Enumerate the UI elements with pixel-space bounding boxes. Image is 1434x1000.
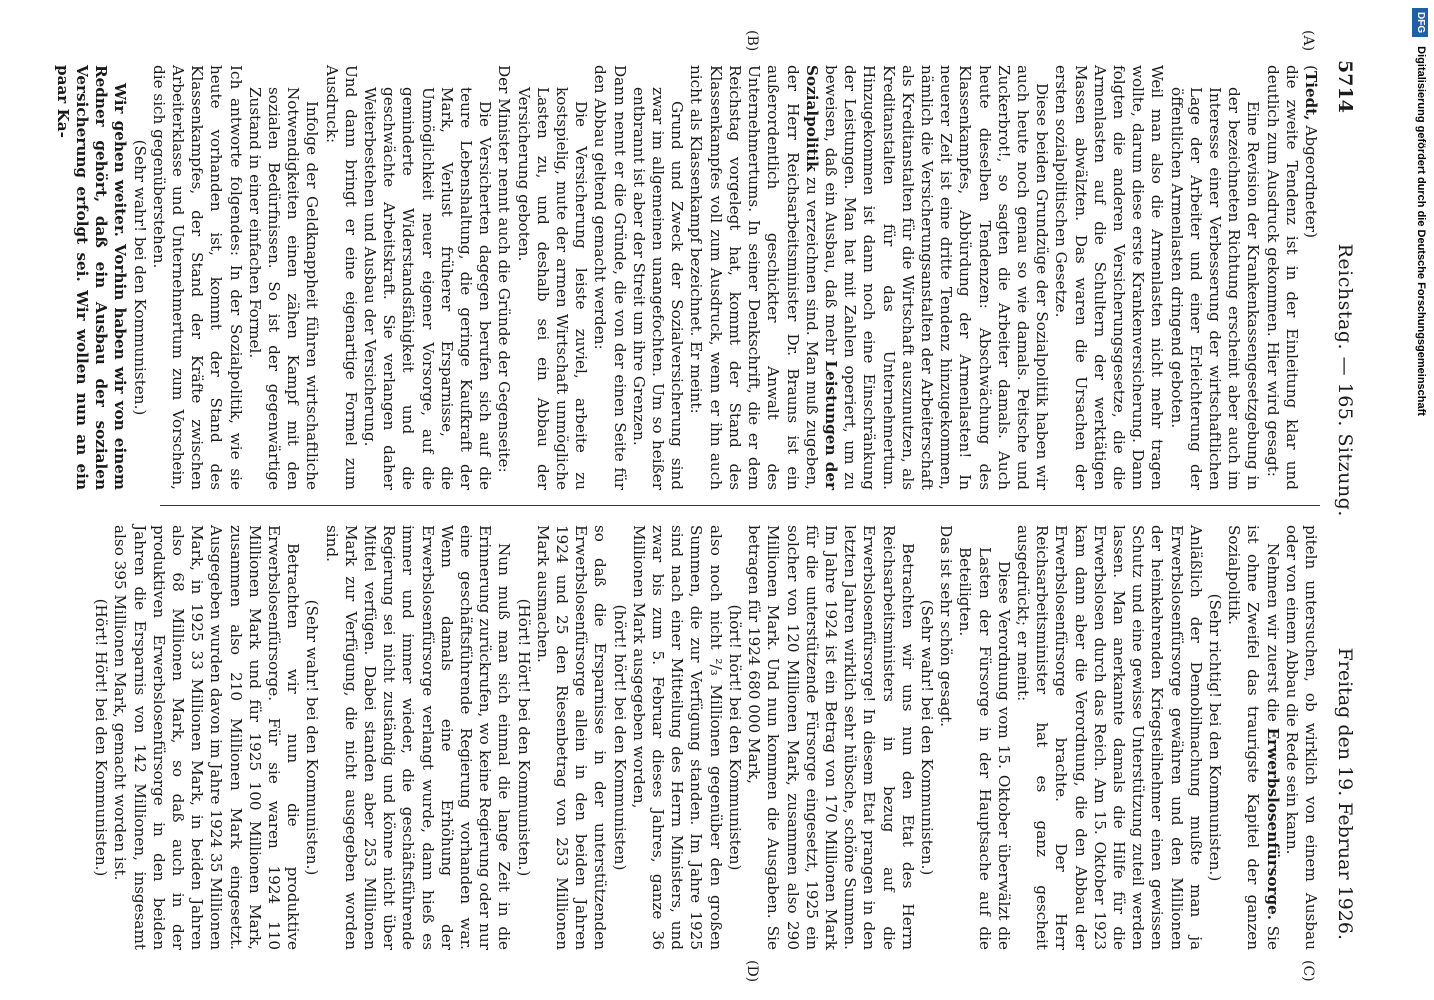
paragraph: Weil man also die Armenlasten nicht mehr tragen wollte, darum diese erste Krankenversicherung. Dann folgten die anderen Versicherungsgesetze, die die Armenlasten auf die Schultern der werktätigen Massen abwälzten. Das waren die Ursachen der ersten sozialpolitischen Gesetze. bbox=[1052, 65, 1167, 490]
paragraph: piteln untersuchen, ob wirklich von einem Ausbau oder von einem Abbau die Rede sein kann. bbox=[1282, 525, 1320, 950]
running-title: Reichstag. — 165. Sitzung. bbox=[1334, 243, 1356, 517]
interjection: (hört! hört! bei den Kommunisten) bbox=[725, 604, 744, 871]
interjection: (Sehr wahr! bei den Kommunisten.) bbox=[917, 599, 936, 876]
scanned-page bbox=[53, 0, 1400, 1000]
paragraph: die zweite Tendenz ist in der Einleitung klar und deutlich zum Ausdruck gekommen. Hier wird gesagt: bbox=[1263, 65, 1301, 490]
paragraph: so daß die Ersparnisse in der unterstützenden Erwerbslosenfürsorge allein in den beiden Jahren 1924 und 25 den Riesenbetrag von 253 Millionen Mark ausmachen. bbox=[533, 525, 610, 950]
speaker-name: Tiedt, bbox=[1302, 70, 1320, 121]
page-number: 5714 bbox=[1334, 60, 1356, 113]
left-column bbox=[53, 65, 1320, 490]
emphasis: Leistungen der Sozialpolitik bbox=[802, 65, 840, 491]
paragraph: Diese beiden Grundzüge der Sozialpolitik haben wir auch heute noch genau so wie damals. Peitsche und Zuckerbrot!, so sagten die Arbeiter damals. Auch heute dieselben Tendenzen: Abschwächung des Klassenkampfes, Abbürdung der Armenlasten! In neuerer Zeit ist eine dritte Tendenz hinzugekommen, nämlich die Versicherungsanstalten der Arbeiterschaft als Kreditanstalten für die Wirtschaft auszunutzen, als Kreditanstalten für das Unternehmertum. Hinzugekommen ist dann noch eine Einschränkung der Leistungen. Man hat mit Zahlen operiert, um zu beweisen, daß ein Ausbau, daß mehr Leistungen der Sozialpolitik zu verzeichnen sind. Man muß zugeben, der Herr Reichsarbeitsminister Dr. Brauns ist ein außerordentlich geschickter Anwalt des Unternehmertums. In seiner Denkschrift, die er dem Reichstag vorgelegt hat, kommt der Stand des Klassenkampfes voll zum Ausdruck, wenn er ihn auch nicht als Klassenkampf bezeichnet. Er meint: bbox=[687, 65, 1052, 491]
page-header bbox=[1330, 60, 1360, 940]
margin-letter-c: (C) bbox=[1300, 960, 1316, 982]
paragraph: Der Minister nennt auch die Gründe der Gegenseite: bbox=[495, 65, 514, 473]
quote: Infolge der Geldknappheit führen wirtschaftliche Notwendigkeiten einen zähen Kampf mit den sozialen Bedürfnissen. So ist der gegenwärtige Zustand in einer einfachen Formel. bbox=[245, 87, 322, 490]
interjection: (Sehr richtig! bei den Kommunisten.) bbox=[1205, 593, 1224, 882]
interjection: (Sehr wahr! bei den Kommunisten.) bbox=[303, 599, 322, 876]
margin-letter-d: (D) bbox=[744, 960, 760, 983]
quote: Grund und Zweck der Sozialversicherung sind zwar im allgemeinen unangefochten. Um so heißer entbrannt ist aber der Streit um ihre Grenzen. bbox=[629, 87, 687, 490]
interjection: (Hört! Hört! bei den Kommunisten.) bbox=[92, 598, 111, 877]
dfg-stamp bbox=[1410, 8, 1432, 988]
paragraph: Das ist sehr schön gesagt. bbox=[937, 525, 956, 728]
paragraph: Wir gehen weiter. Vorhin haben wir von einem Redner gehört, daß ein Ausbau der sozialen Versicherung erfolgt sei. Wir wollen nun an ein paar Ka- bbox=[53, 65, 130, 490]
quote: Die Versicherten dagegen berufen sich auf die teure Lebenshaltung, die geringe Kaufkraft der Mark, Verlust früherer Ersparnisse, die Unmöglichkeit neuer eigener Vorsorge, auf die geminderte Widerstandsfähigkeit und die geschwächte Arbeitskraft. Sie verlangen daher Weiterbestehen und Ausbau der Versicherung. bbox=[361, 87, 495, 490]
speaker-role: Abgeordneter bbox=[1302, 125, 1320, 233]
dfg-logo: DFG bbox=[1412, 8, 1428, 37]
quote: Eine Revision der Krankenkassengesetzgebung in der bezeichneten Richtung erscheint aber auch im Interesse einer Verbesserung der wirtschaftlichen Lage der Arbeiter und einer Erleichterung der öffentlichen Armenlasten dringend geboten. bbox=[1167, 87, 1263, 490]
interjection: (Hört! Hört! bei den Kommunisten.) bbox=[514, 598, 533, 877]
page-date: Freitag den 19. Februar 1926. bbox=[1334, 647, 1356, 940]
paragraph: Anläßlich der Demobilmachung mußte man ja Erwerbslosenfürsorge gewähren und den Millionen der heimkehrenden Kriegsteilnehmer einen gewissen Schutz und eine gewisse Unterstützung zuteil werden lassen. Man anerkannte damals die Hilfe für die Erwerbslosen durch das Reich. Am 15. Oktober 1923 kam dann aber die Verordnung, die den Abbau der Erwerbslosenfürsorge brachte. Der Herr Reichsarbeitsminister hat es ganz gescheit ausgedrückt; er meint: bbox=[1013, 525, 1205, 950]
paragraph: Nun muß man sich einmal die lange Zeit in die Erinnerung zurückrufen, wo keine Regierung oder nur eine geschäftsführende Regierung vorhanden war. Wenn damals eine Erhöhung der Erwerbslosenfürsorge verlangt wurde, dann hieß es immer und immer wieder, die geschäftsführende Regierung sei nicht zuständig und könne nicht über Mittel verfügen. Dabei standen aber 253 Millionen Mark zur Verfügung, die nicht ausgegeben worden sind. bbox=[322, 525, 514, 950]
paragraph: also noch nicht ²/₃ Millionen gegenüber den großen Summen, die zur Verfügung standen. Im Jahre 1925 sind nach einer Mitteilung des Herrn Ministers, und zwar bis zum 5. Februar dieses Jahres, ganze 36 Millionen Mark ausgegeben worden, bbox=[629, 525, 725, 950]
paragraph: Und dann bringt er eine eigenartige Formel zum Ausdruck: bbox=[322, 65, 360, 490]
paragraph: Nehmen wir zuerst die Erwerbslosenfürsorge. Sie ist ohne Zweifel das traurigste Kapitel der ganzen Sozialpolitik. bbox=[1225, 525, 1282, 951]
margin-letter-b: (B) bbox=[744, 30, 760, 52]
emphasis: Erwerbslosenfürsorge. bbox=[1263, 727, 1282, 921]
speaker-line: (Tiedt, Abgeordneter) bbox=[1302, 65, 1320, 239]
paragraph: Ich antworte folgendes: In der Sozialpolitik, wie sie heute vorhanden ist, kommt der Stand des Klassenkampfes, der Stand der Kräfte zwischen Arbeiterklasse und Unternehmertum zum Vorschein, die sich gegenüberstehen. bbox=[149, 65, 245, 490]
quote: Diese Verordnung vom 15. Oktober überwälzt die Lasten der Fürsorge in der Hauptsache auf die Beteiligten. bbox=[956, 547, 1013, 950]
margin-letter-a: (A) bbox=[1300, 30, 1316, 52]
quote: Die Versicherung leiste zuviel, arbeite zu kostspielig, mute der armen Wirtschaft unmögliche Lasten zu, und deshalb sei ein Abbau der Versicherung geboten. bbox=[514, 87, 591, 490]
right-column bbox=[91, 525, 1320, 950]
paragraph: Betrachten wir uns nun den Etat des Herrn Reichsarbeitsministers in bezug auf die Erwerbslosenfürsorge! In diesem Etat prangen in den letzten Jahren wirklich sehr hübsche, schöne Summen. Im Jahre 1924 ist ein Betrag von 170 Millionen Mark für die unterstützende Fürsorge eingesetzt, 1925 ein solcher von 120 Millionen Mark, zusammen also 290 Millionen Mark. Und nun kommen die Ausgaben. Sie betragen für 1924 680 000 Mark, bbox=[745, 525, 917, 950]
paragraph: Betrachten wir nun die produktive Erwerbslosenfürsorge. Für sie waren 1924 110 Millionen Mark und für 1925 100 Millionen Mark, zusammen also 210 Millionen Mark eingesetzt. Ausgegeben wurden davon im Jahre 1924 35 Millionen Mark, in 1925 33 Millionen Mark, in beiden Jahren also 68 Millionen Mark, so daß auch in der produktiven Erwerbslosenfürsorge in den beiden Jahren die Ersparnis von 142 Millionen, insgesamt also 395 Millionen Mark, gemacht worden ist. bbox=[111, 525, 303, 950]
dfg-credit-text: Digitalisierung gefördert durch die Deutsche Forschungsgemeinschaft bbox=[1415, 46, 1427, 416]
interjection: (hört! hört! bei den Kommunisten) bbox=[610, 604, 629, 871]
column-divider bbox=[160, 505, 1320, 506]
paragraph: Dann nennt er die Gründe, die von der einen Seite für den Abbau geltend gemacht werden: bbox=[591, 65, 629, 490]
interjection: (Sehr wahr! bei den Kommunisten.) bbox=[130, 139, 149, 416]
